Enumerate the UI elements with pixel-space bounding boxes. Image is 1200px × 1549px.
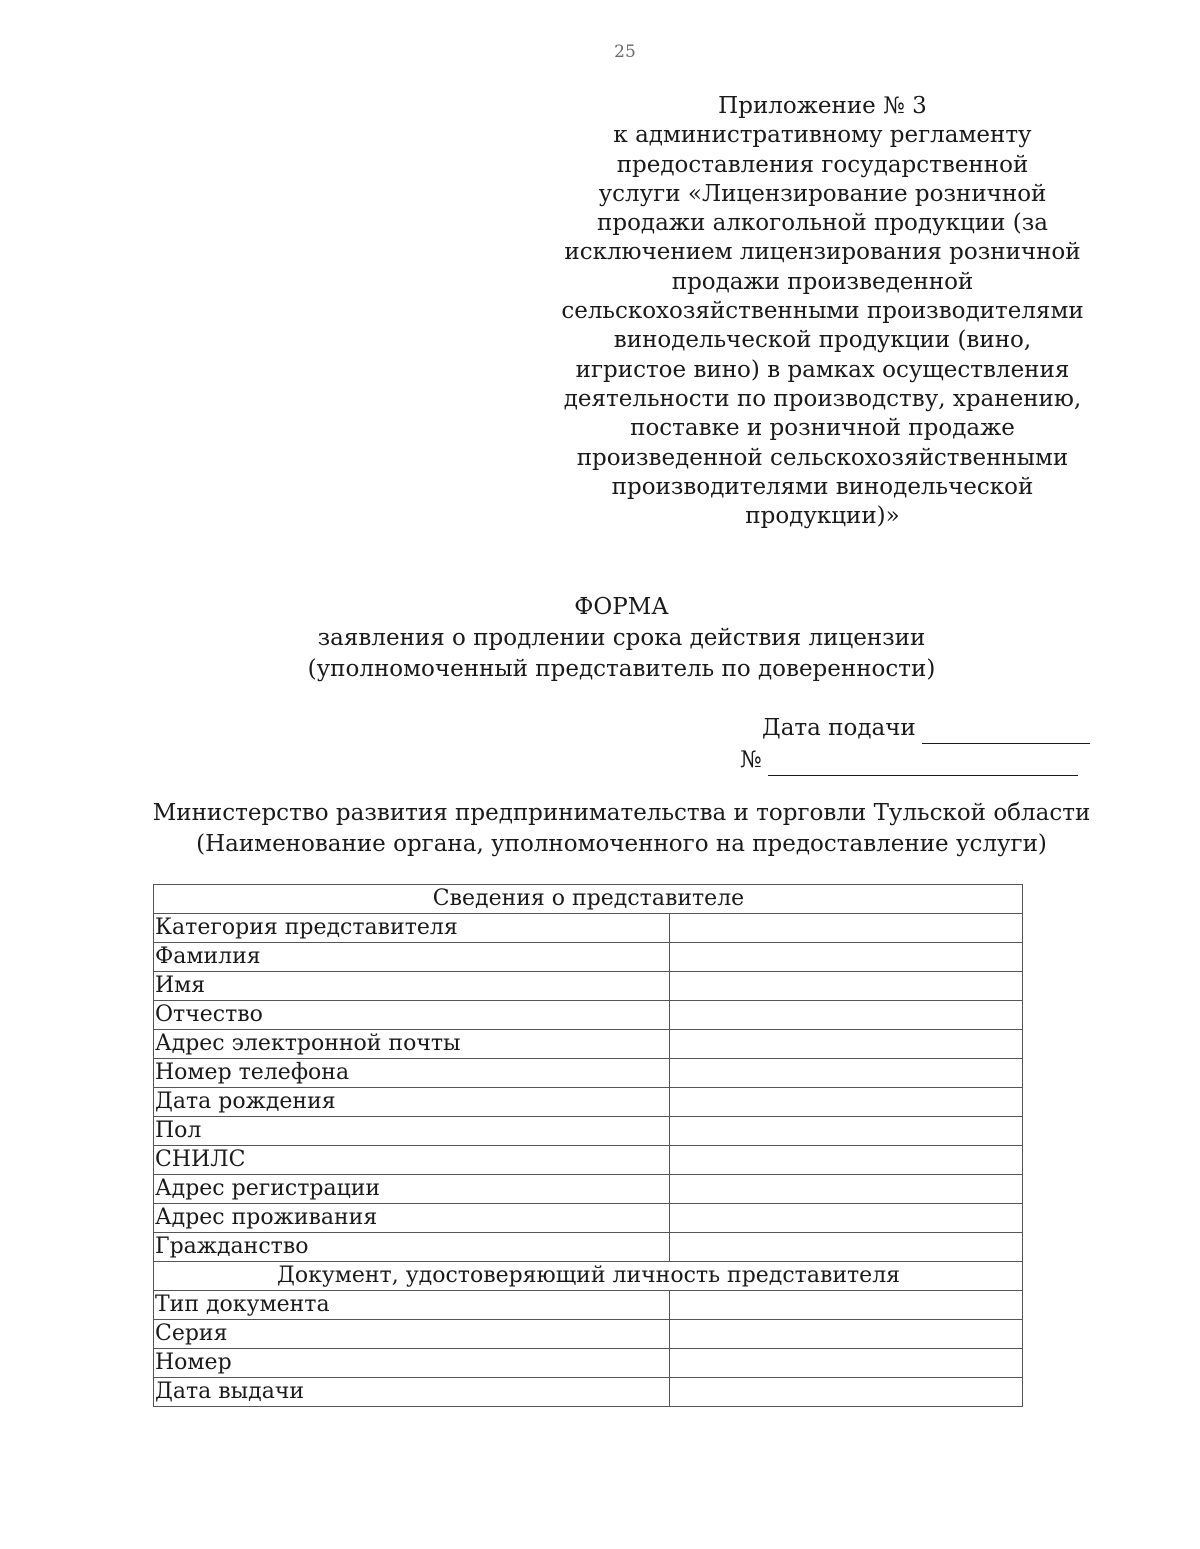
- authority-block: [0, 798, 1200, 860]
- appendix-line: услуги «Лицензирование розничной: [598, 180, 1047, 207]
- field-label: Адрес регистрации: [154, 1175, 670, 1204]
- field-value-cell[interactable]: [670, 1204, 1023, 1233]
- field-value-cell[interactable]: [670, 1001, 1023, 1030]
- submission-number-row: [740, 744, 1090, 776]
- appendix-line: произведенной сельскохозяйственными: [576, 444, 1069, 471]
- appendix-line: продажи алкогольной продукции (за: [597, 210, 1048, 237]
- field-label: Номер телефона: [154, 1059, 670, 1088]
- field-value-cell[interactable]: [670, 1233, 1023, 1262]
- table-row: [154, 1001, 1023, 1030]
- field-label: Имя: [154, 972, 670, 1001]
- field-label: Отчество: [154, 1001, 670, 1030]
- appendix-line: продажи произведенной: [671, 268, 974, 295]
- table-row: [154, 1059, 1023, 1088]
- appendix-line: сельскохозяйственными производителями: [561, 298, 1084, 325]
- table-row: [154, 914, 1023, 943]
- field-label: Дата выдачи: [154, 1378, 670, 1407]
- table-row: [154, 1378, 1023, 1407]
- field-label: Номер: [154, 1349, 670, 1378]
- field-label: СНИЛС: [154, 1146, 670, 1175]
- table-row: [154, 1320, 1023, 1349]
- table-row: [154, 1117, 1023, 1146]
- appendix-line: продукции)»: [745, 503, 900, 530]
- table-section-row: [154, 1262, 1023, 1291]
- field-value-cell[interactable]: [670, 1349, 1023, 1378]
- form-subtitle: (уполномоченный представитель по доверенности): [307, 656, 936, 682]
- appendix-line: деятельности по производству, хранению,: [563, 385, 1082, 412]
- field-value-cell[interactable]: [670, 1175, 1023, 1204]
- page-number: 25: [614, 42, 636, 62]
- field-label: Фамилия: [154, 943, 670, 972]
- field-value-cell[interactable]: [670, 1378, 1023, 1407]
- appendix-line: предоставления государственной: [616, 151, 1029, 178]
- field-label: Адрес проживания: [154, 1204, 670, 1233]
- appendix-line: производителями винодельческой: [611, 473, 1034, 500]
- submission-date-field[interactable]: [922, 719, 1090, 744]
- field-value-cell[interactable]: [670, 1117, 1023, 1146]
- submission-date-label: Дата подачи: [762, 715, 916, 741]
- table-row: [154, 1175, 1023, 1204]
- submission-number-label: №: [740, 747, 762, 773]
- field-value-cell[interactable]: [670, 972, 1023, 1001]
- field-value-cell[interactable]: [670, 914, 1023, 943]
- field-value-cell[interactable]: [670, 1088, 1023, 1117]
- field-label: Гражданство: [154, 1233, 670, 1262]
- table-row: [154, 1233, 1023, 1262]
- table-row: [154, 1030, 1023, 1059]
- submission-block: [740, 712, 1090, 776]
- field-value-cell[interactable]: [670, 1146, 1023, 1175]
- appendix-line: поставке и розничной продаже: [630, 415, 1015, 442]
- appendix-line: исключением лицензирования розничной: [564, 239, 1081, 266]
- authority-name: Министерство развития предпринимательства и торговли Тульской области: [152, 800, 1091, 826]
- table-row: [154, 1291, 1023, 1320]
- table-row: [154, 1204, 1023, 1233]
- table-row: [154, 972, 1023, 1001]
- table-section-row: [154, 885, 1023, 914]
- field-label: Адрес электронной почты: [154, 1030, 670, 1059]
- field-label: Серия: [154, 1320, 670, 1349]
- field-label: Категория представителя: [154, 914, 670, 943]
- appendix-header: [560, 92, 1085, 531]
- appendix-line: винодельческой продукции (вино,: [613, 327, 1032, 354]
- appendix-line: Приложение № 3: [718, 93, 927, 119]
- field-label: Дата рождения: [154, 1088, 670, 1117]
- section-title: Документ, удостоверяющий личность представителя: [154, 1262, 1023, 1291]
- table-row: [154, 1349, 1023, 1378]
- appendix-line: к административному регламенту: [613, 122, 1032, 149]
- field-label: Тип документа: [154, 1291, 670, 1320]
- section-title: Сведения о представителе: [154, 885, 1023, 914]
- form-subtitle: заявления о продлении срока действия лицензии: [317, 625, 926, 651]
- form-heading: [0, 592, 1200, 685]
- authority-caption: (Наименование органа, уполномоченного на предоставление услуги): [196, 831, 1047, 857]
- appendix-line: игристое вино) в рамках осуществления: [575, 356, 1070, 383]
- submission-number-field[interactable]: [768, 751, 1078, 776]
- submission-date-row: [740, 712, 1090, 744]
- field-value-cell[interactable]: [670, 1030, 1023, 1059]
- form-title: ФОРМА: [574, 594, 669, 620]
- field-value-cell[interactable]: [670, 943, 1023, 972]
- field-label: Пол: [154, 1117, 670, 1146]
- representative-table: [153, 884, 1023, 1407]
- field-value-cell[interactable]: [670, 1320, 1023, 1349]
- field-value-cell[interactable]: [670, 1291, 1023, 1320]
- table-row: [154, 1088, 1023, 1117]
- table-row: [154, 943, 1023, 972]
- field-value-cell[interactable]: [670, 1059, 1023, 1088]
- table-row: [154, 1146, 1023, 1175]
